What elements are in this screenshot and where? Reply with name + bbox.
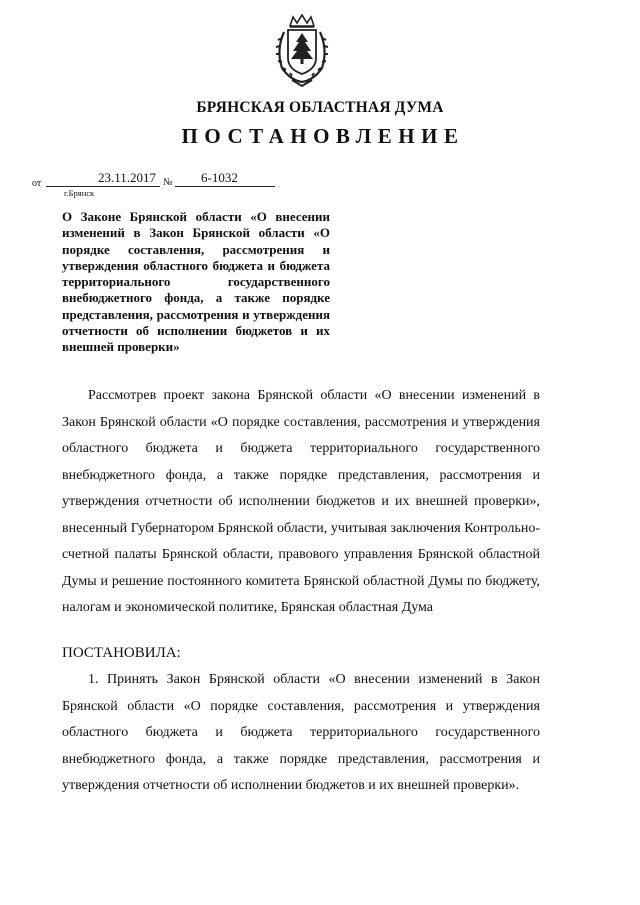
resolution-heading: ПОСТАНОВИЛА: [62,645,181,661]
document-subject: О Законе Брянской области «О внесении изменений в Закон Брянской области «О порядке составления, рассмотрения и утверждения областного бюджета и бюджета территориального государственного внебюджетного фонда, а также порядке представления, рассмотрения и утверждения отчетности об исполнении бюджетов и их внешней проверки» [62,209,330,355]
document-city: г.Брянск [64,188,95,198]
number-label: № [163,177,173,188]
resolution-item-1: 1. Принять Закон Брянской области «О внесении изменений в Закон Брянской области «О порядке составления, рассмотрения и утверждения областного бюджета и бюджета территориального государственного внебюджетного фонда, а также порядке представления, рассмотрения и утверждения отчетности об исполнении бюджетов и их внешней проверки». [62,672,540,793]
document-number: 6-1032 [175,170,275,187]
date-label: от [32,178,42,189]
document-type-title: ПОСТАНОВЛЕНИЕ [181,124,465,148]
preamble-paragraph: Рассмотрев проект закона Брянской области «О внесении изменений в Закон Брянской области «О порядке составления, рассмотрения и утверждения областного бюджета и бюджета территориального государственного внебюджетного фонда, а также порядке представления, рассмотрения и утверждения отчетности об исполнении бюджетов и их внешней проверки», внесенный Губернатором Брянской области, учитывая заключения Контрольно-счетной палаты Брянской области, правового управления Брянской областной Думы и решение постоянного комитета Брянской областной Думы по бюджету, налогам и экономической политике, Брянская областная Дума [62,388,540,615]
document-body [62,383,540,622]
coat-of-arms-icon [272,14,332,88]
document-date: 23.11.2017 [46,170,160,187]
organization-name: БРЯНСКАЯ ОБЛАСТНАЯ ДУМА [196,99,444,116]
